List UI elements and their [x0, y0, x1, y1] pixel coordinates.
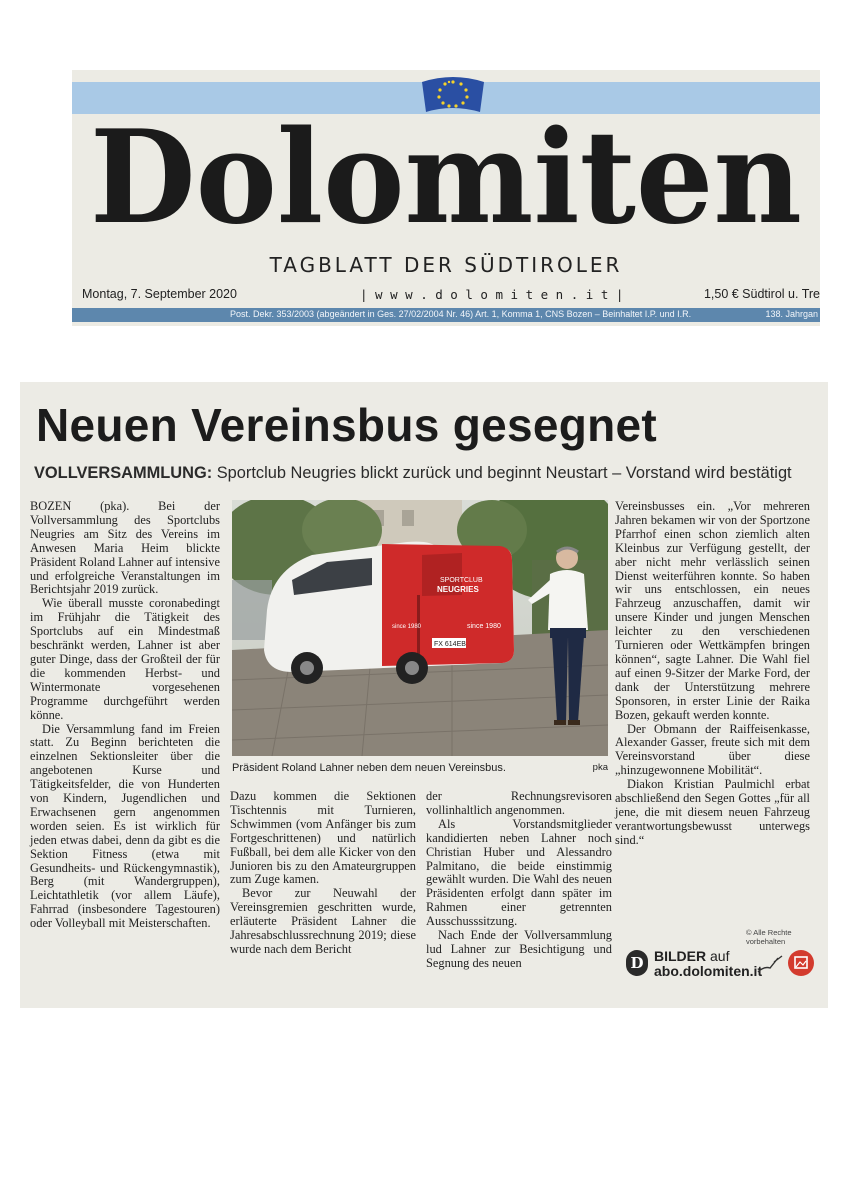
van-text-since-side: since 1980 [392, 624, 422, 630]
article-photo [232, 500, 608, 756]
issue-date: Montag, 7. September 2020 [82, 287, 237, 301]
promo-line-1 [654, 948, 729, 964]
paragraph: Der Obmann der Raiffeisenkasse, Alexander Gasser, freute sich mit dem Vereinsvorstand über diese „hinzugewonnene Mobilität“. [615, 721, 810, 778]
volume-number: 138. Jahrgan [765, 309, 818, 319]
issue-price: 1,50 € Südtirol u. Tre [703, 287, 820, 301]
article-headline: Neuen Vereinsbus gesegnet [36, 399, 658, 451]
photo-caption-text: Präsident Roland Lahner neben dem neuen Vereinsbus. [232, 762, 506, 774]
dolomiten-logo [72, 100, 820, 250]
article-column-4 [615, 500, 810, 848]
article-clipping [20, 382, 828, 1008]
photo-caption [232, 762, 608, 774]
van-text-neugries: NEUGRIES [437, 585, 479, 594]
article-subhead-text: Sportclub Neugries blickt zurück und beginnt Neustart – Vorstand wird bestätigt [212, 464, 792, 482]
promo-auf: auf [706, 948, 730, 964]
paragraph: Die Versammlung fand im Freien statt. Zu Beginn berichteten die einzelnen Sektionsleiter über die angebotenen Kurse und Tätigkeitsfelder, die von Hunderten von Kindern, Jugendlichen und Erwachsenen gern angenommen worden seien. Es ist wirklich für jeden etwas dabei, denn da gibt es die Sektion Fitness (etwa mit Gesundheits- und Rückengymnastik), Berg (mit Wandergruppen), Leichtathletik (vor allem Läufe), Fahrrad (insbesondere Tagestouren) oder Volleyball mit Meisterschaften. [30, 721, 220, 931]
paragraph: Dazu kommen die Sektionen Tischtennis mit Turnieren, Schwimmen (vom Anfänger bis zum Fortgeschrittenen) und natürlich Fußball, bei dem alle Kicker von den Junioren bis zu den Amateurgruppen zum Zuge kamen. [230, 789, 416, 887]
paragraph: Wie überall musste coronabedingt im Frühjahr die Tätigkeit des Sportclubs auf ein Mindestmaß beschränkt werden, Lahner ist aber guter Dinge, dass der Großteil der für die kommenden Herbst- und Wintermonate vorgesehenen Programme durchgeführt werden könne. [30, 596, 220, 722]
article-column-2 [230, 790, 416, 957]
article-subhead [34, 464, 792, 483]
paragraph: BOZEN (pka). Bei der Vollversammlung des Sportclubs Neugries am Sitz des Vereins im Anwesen Maria Heim blickte Präsident Roland Lahner auf intensive und erfolgreiche Veranstaltungen im Berichtsjahr 2019 zurück. [30, 499, 220, 597]
copyright-notice: © Alle Rechte vorbehalten [746, 928, 792, 946]
paragraph: der Rechnungsrevisoren vollinhaltlich angenommen. [426, 789, 612, 817]
website-link: | w w w . d o l o m i t e n . i t | [360, 287, 624, 302]
paragraph: Als Vorstandsmitglieder kandidierten neben Lahner noch Christian Huber und Alessandro Palmitano, die beide einstimmig gewählt wurden. Die Wahl des neuen Präsidenten erfolgt dann später im Rahmen einer getrennten Ausschusssitzung. [426, 816, 612, 929]
paragraph: Diakon Kristian Paulmichl erbat abschließend den Segen Gottes „für all jene, die mit diesem neuen Fahrzeug verantwortungsbewusst unterwegs sind.“ [615, 777, 810, 847]
article-column-3 [426, 790, 612, 971]
promo-bilder: BILDER [654, 948, 707, 964]
dolomiten-d-icon: D [626, 950, 648, 976]
van-text-sportclub: SPORTCLUB [440, 577, 483, 584]
paragraph: Bevor zur Neuwahl der Vereinsgremien geschritten wurde, erläuterte Präsident Lahner die Jahresabschlussrechnung 2019; diese wurde nach dem Bericht [230, 886, 416, 956]
masthead-subtitle: TAGBLATT DER SÜDTIROLER [269, 253, 623, 277]
van-text-since: since 1980 [467, 623, 501, 630]
article-kicker: VOLLVERSAMMLUNG: [34, 464, 213, 482]
postal-notice: Post. Dekr. 353/2003 (abgeändert in Ges. 27/02/2004 Nr. 46) Art. 1, Komma 1, CNS Bozen – Beinhaltet I.P. und I.R. [230, 309, 692, 319]
article-column-1 [30, 500, 220, 931]
masthead-clipping [72, 70, 820, 326]
van-license-plate: FX 614EB [434, 641, 466, 648]
hand-pointer-icon [756, 952, 786, 976]
photo-credit: pka [592, 762, 608, 773]
paragraph: Vereinsbusses ein. „Vor mehreren Jahren bekamen wir von der Sportzone Pfarrhof einen schon ziemlich alten Kleinbus zur Verfügung gestellt, der aber nicht mehr verlässlich seinen Dienst weiterführen konnte. So haben wir uns entschlossen, ein neues Fahrzeug anzuschaffen, damit wir unsere Kinder und jungen Menschen leichter zu den verschiedenen Turnieren oder Wettkämpfen bringen können“, sagte Lahner. Die Wahl fiel auf einen 9-Sitzer der Marke Ford, der dank der Unterstützung mehrere Sponsoren, in erster Linie der Raika Bozen, gekauft werden konnte. [615, 499, 810, 722]
gallery-icon [788, 950, 814, 976]
paragraph: Nach Ende der Vollversammlung lud Lahner zur Besichtigung und Segnung des neuen [426, 928, 612, 970]
promo-url[interactable]: abo.dolomiten.it [654, 963, 763, 979]
photo-gallery-promo[interactable] [624, 942, 814, 982]
photo-van-and-president [232, 500, 608, 756]
svg-text:Dolomiten: Dolomiten [90, 103, 802, 250]
